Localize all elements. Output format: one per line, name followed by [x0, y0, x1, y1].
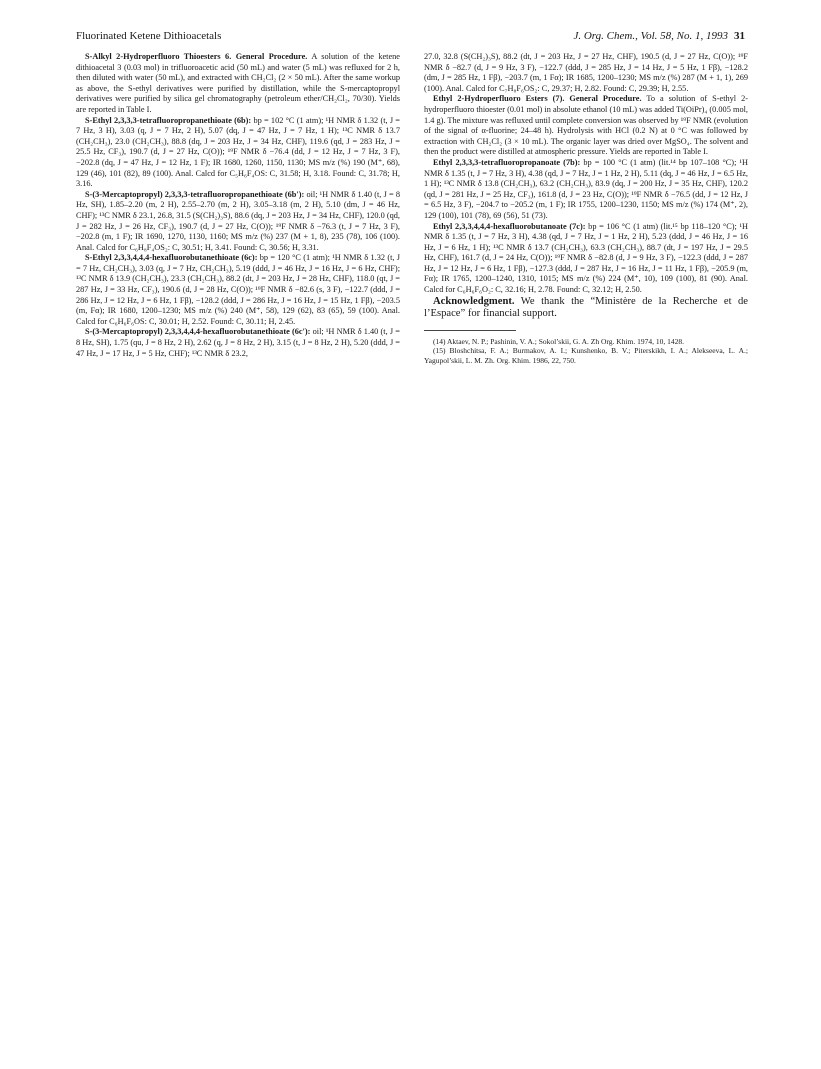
compound-data: bp = 100 °C (1 atm) (lit.¹⁴ bp 107–108 °C); ¹H NMR δ 1.35 (t, J = 7 Hz, 3 H), 4.38 (qd, J = 7 Hz, J = 1 Hz, 2 H), 5.11 (dq, J = 46 Hz, J = 6.5 Hz, 1 H); ¹³C NMR δ 13.8 (CH₂CH₃), 63.2 (CH₂CH₃), 83.9 (dq, J = 200 Hz, J = 35 Hz, CHF), 120.2 (qd, J = 281 Hz, J = 25 Hz, CF₃), 161.8 (d, J = 23 Hz, C(O)); ¹⁹F NMR δ −76.5 (dd, J = 12 Hz, J = 6.5 Hz, 3 F), −204.7 to −205.2 (m, 1 F); IR 1755, 1200–1230, 1150; MS m/z (%) 174 (M⁺, 2), 129 (100), 101 (78), 69 (56), 51 (73).	[424, 157, 748, 220]
left-column	[76, 52, 400, 359]
running-header	[76, 30, 745, 44]
paragraph-text: To a solution of S-ethyl 2-hydroperfluoro thioester (0.01 mol) in absolute ethanol (10 mL) was added Ti(OiPr)₄ (0.005 mol, 1.4 g). The mixture was refluxed until complete conversion was observed by ¹⁹F NMR (evolution of the signal of α-fluorine; 24–48 h). Hydrolysis with HCl (0.2 N) at 0 °C was followed by extraction with CH₂Cl₂ (3 × 10 mL). The organic layer was dried over MgSO₄. The solvent and then the product were distilled at atmospheric pressure. Yields are reported in Table I.	[424, 94, 748, 157]
acknowledgment-heading: Acknowledgment.	[433, 295, 515, 307]
paragraph-text: A solution of the ketene dithioacetal 3 (0.03 mol) in trifluoroacetic acid (50 mL) and water (5 mL) was refluxed for 2 h, then diluted with water (50 mL), and extracted with CH₂Cl₂ (2 × 50 mL). After the same workup as above, the S-ethyl derivatives were purified by distillation, while the S-mercaptopropyl derivatives were purified by silica gel chromatography (petroleum ether/CH₂Cl₂, 70/30). Yields are reported in Table I.	[76, 52, 400, 114]
journal-name: J. Org. Chem., Vol. 58, No. 1, 1993	[573, 30, 728, 42]
compound-data: bp = 106 °C (1 atm) (lit.¹⁵ bp 118–120 °C); ¹H NMR δ 1.35 (t, J = 7 Hz, 3 H), 4.38 (qd, J = 7 Hz, J = 1 Hz, 2 H), 5.23 (ddd, J = 46 Hz, J = 16 Hz, J = 6 Hz, 1 H); ¹³C NMR δ 13.7 (CH₂CH₃), 63.3 (CH₂CH₃), 88.7 (dt, J = 197 Hz, J = 29.5 Hz, CHF), 161.7 (d, J = 24 Hz, C(O)); ¹⁹F NMR δ −82.8 (d, J = 9 Hz, 3 F), −122.3 (ddd, J = 287 Hz, J = 12 Hz, J = 6 Hz, 1 Fβ), −127.3 (ddd, J = 287 Hz, J = 16 Hz, J = 11 Hz, 1 Fβ), −205.9 (m, Fα); IR 1765, 1200–1240, 1310, 1015; MS m/z (%) 224 (M⁺, 10), 109 (100), 81 (90). Anal. Calcd for C₆H₆F₆O₂: C, 32.16; H, 2.78. Found: C, 32.12; H, 2.50.	[424, 221, 748, 295]
running-title: Fluorinated Ketene Dithioacetals	[76, 30, 222, 42]
paragraph-heading: S-Alkyl 2-Hydroperfluoro Thioesters 6. General Procedure.	[85, 52, 308, 61]
paragraph-compound-6c	[76, 253, 400, 327]
compound-data: oil; ¹H NMR δ 1.40 (t, J = 8 Hz, SH), 1.85–2.20 (m, 2 H), 2.55–2.70 (m, 2 H), 3.05–3.18 (m, 2 H), 5.10 (dm, J = 46 Hz, CHF); ¹³C NMR δ 23.1, 26.8, 31.5 (S(CH₂)₃S), 88.6 (dq, J = 203 Hz, J = 34 Hz, CHF), 120.0 (qd, J = 282 Hz, J = 26 Hz, CF₃), 190.7 (d, J = 27 Hz, C(O)); ¹⁹F NMR δ −76.3 (t, J = 7 Hz, 3 F), −202.8 (m, 1 F); IR 1690, 1270, 1130, 1160; MS m/z (%) 237 (M + 1, 8), 235 (78), 106 (100). Anal. Calcd for C₆H₈F₄OS₂: C, 30.51; H, 3.41. Found: C, 30.56; H, 3.31.	[76, 189, 400, 252]
footnote-15: (15) Bloshchitsa, F. A.; Burmakov, A. I.; Kunshenko, B. V.; Piterskikh, I. A.; Alekseeva, L. A.; Yagupol’skii, L. M. Zh. Org. Khim. 1986, 22, 750.	[424, 346, 748, 366]
compound-data: bp = 102 °C (1 atm); ¹H NMR δ 1.32 (t, J = 7 Hz, 3 H), 3.03 (q, J = 7 Hz, 2 H), 5.07 (dq, J = 47 Hz, J = 7 Hz, 1 H); ¹³C NMR δ 13.7 (CH₂CH₃), 23.0 (CH₂CH₃), 88.8 (dq, J = 203 Hz, J = 34 Hz, CHF), 119.6 (qd, J = 283 Hz, J = 25.5 Hz, CF₃), 190.7 (d, J = 27 Hz, C(O)); ¹⁹F NMR δ −76.4 (dd, J = 12 Hz, J = 7 Hz, 3 F), −202.8 (dq, J = 47 Hz, J = 12 Hz, 1 F); IR 1680, 1260, 1150, 1130; MS m/z (%) 190 (M⁺, 68), 129 (46), 101 (82), 89 (100). Anal. Calcd for C₅H₆F₄OS: C, 31.58; H, 3.18. Found: C, 31.78; H, 3.16.	[76, 115, 400, 189]
paragraph-compound-6b	[76, 116, 400, 190]
acknowledgment-text: We thank the “Ministère de la Recherche et de l’Espace” for financial support.	[424, 295, 748, 320]
footnote-14: (14) Aktaev, N. P.; Pashinin, V. A.; Sokol’skii, G. A. Zh Org. Khim. 1974, 10, 1428.	[433, 336, 684, 346]
footnote-divider	[424, 330, 516, 331]
compound-data: oil; ¹H NMR δ 1.40 (t, J = 8 Hz, SH), 1.75 (qu, J = 8 Hz, 2 H), 2.62 (q, J = 8 Hz, 2 H), 3.15 (t, J = 8 Hz, 2 H), 5.20 (ddd, J = 47 Hz, J = 17 Hz, J = 5 Hz, CHF); ¹³C NMR δ 23.2,	[76, 327, 400, 358]
compound-heading: S-(3-Mercaptopropyl) 2,3,3,4,4,4-hexafluorobutanethioate (6c′):	[85, 327, 311, 337]
compound-data: bp = 120 °C (1 atm); ¹H NMR δ 1.32 (t, J = 7 Hz, CH₂CH₃), 3.03 (q, J = 7 Hz, CH₂CH₃), 5.19 (ddd, J = 46 Hz, J = 16 Hz, J = 6 Hz, CHF); ¹³C NMR δ 13.9 (CH₂CH₃), 23.3 (CH₂CH₃), 88.2 (dt, J = 203 Hz, J = 28 Hz, CHF), 118.0 (qt, J = 287 Hz, J = 33 Hz, CF₃), 190.6 (d, J = 28 Hz, C(O)); ¹⁹F NMR δ −82.6 (s, 3 F), −122.7 (ddd, J = 286 Hz, J = 12 Hz, J = 6 Hz, 1 Fβ), −128.2 (ddd, J = 286 Hz, J = 16 Hz, J = 15 Hz, 1 Fβ), −203.5 (m, Fα); IR 1680, 1200–1230; MS m/z (%) 240 (M⁺, 58), 129 (62), 83 (65), 59 (100). Anal. Calcd for C₆H₆F₆OS: C, 30.01; H, 2.52. Found: C, 30.11; H, 2.45.	[76, 253, 400, 326]
paragraph-compound-6c-prime	[76, 327, 400, 359]
compound-heading: S-Ethyl 2,3,3,3-tetrafluoropropanethioate (6b):	[85, 115, 252, 125]
paragraph-esters-procedure	[424, 94, 748, 158]
paragraph-text: 27.0, 32.8 (S(CH₂)₃S), 88.2 (dt, J = 203 Hz, J = 27 Hz, CHF), 190.5 (d, J = 27 Hz, C(O)); ¹⁹F NMR δ −82.7 (d, J = 9 Hz, 3 F), −122.7 (ddd, J = 285 Hz, J = 14 Hz, J = 5 Hz, 1 Fβ), −128.2 (dm, J = 285 Hz, 1 Fβ), −203.7 (m, 1 Fα); IR 1685, 1200–1230; MS m/z (%) 287 (M + 1, 1), 269 (100). Anal. Calcd for C₇H₈F₆OS₂: C, 29.37; H, 2.82. Found: C, 29.39; H, 2.55.	[424, 52, 748, 93]
page-number: 31	[734, 30, 745, 42]
right-column	[424, 52, 748, 366]
compound-heading: S-(3-Mercaptopropyl) 2,3,3,3-tetrafluoropropanethioate (6b′):	[85, 189, 305, 199]
paragraph-continued	[424, 52, 748, 94]
journal-citation	[573, 30, 745, 42]
compound-heading: S-Ethyl 2,3,3,4,4,4-hexafluorobutanethioate (6c):	[85, 253, 258, 263]
paragraph-heading: Ethyl 2-Hydroperfluoro Esters (7). General Procedure.	[433, 94, 642, 104]
paragraph-compound-7b	[424, 158, 748, 222]
acknowledgment	[424, 296, 748, 321]
paragraph-compound-7c	[424, 222, 748, 296]
compound-heading: Ethyl 2,3,3,3-tetrafluoropropanoate (7b):	[433, 157, 581, 167]
paragraph-thioesters-procedure	[76, 52, 400, 116]
paragraph-compound-6b-prime	[76, 190, 400, 254]
compound-heading: Ethyl 2,3,3,4,4,4-hexafluorobutanoate (7c):	[433, 221, 586, 231]
